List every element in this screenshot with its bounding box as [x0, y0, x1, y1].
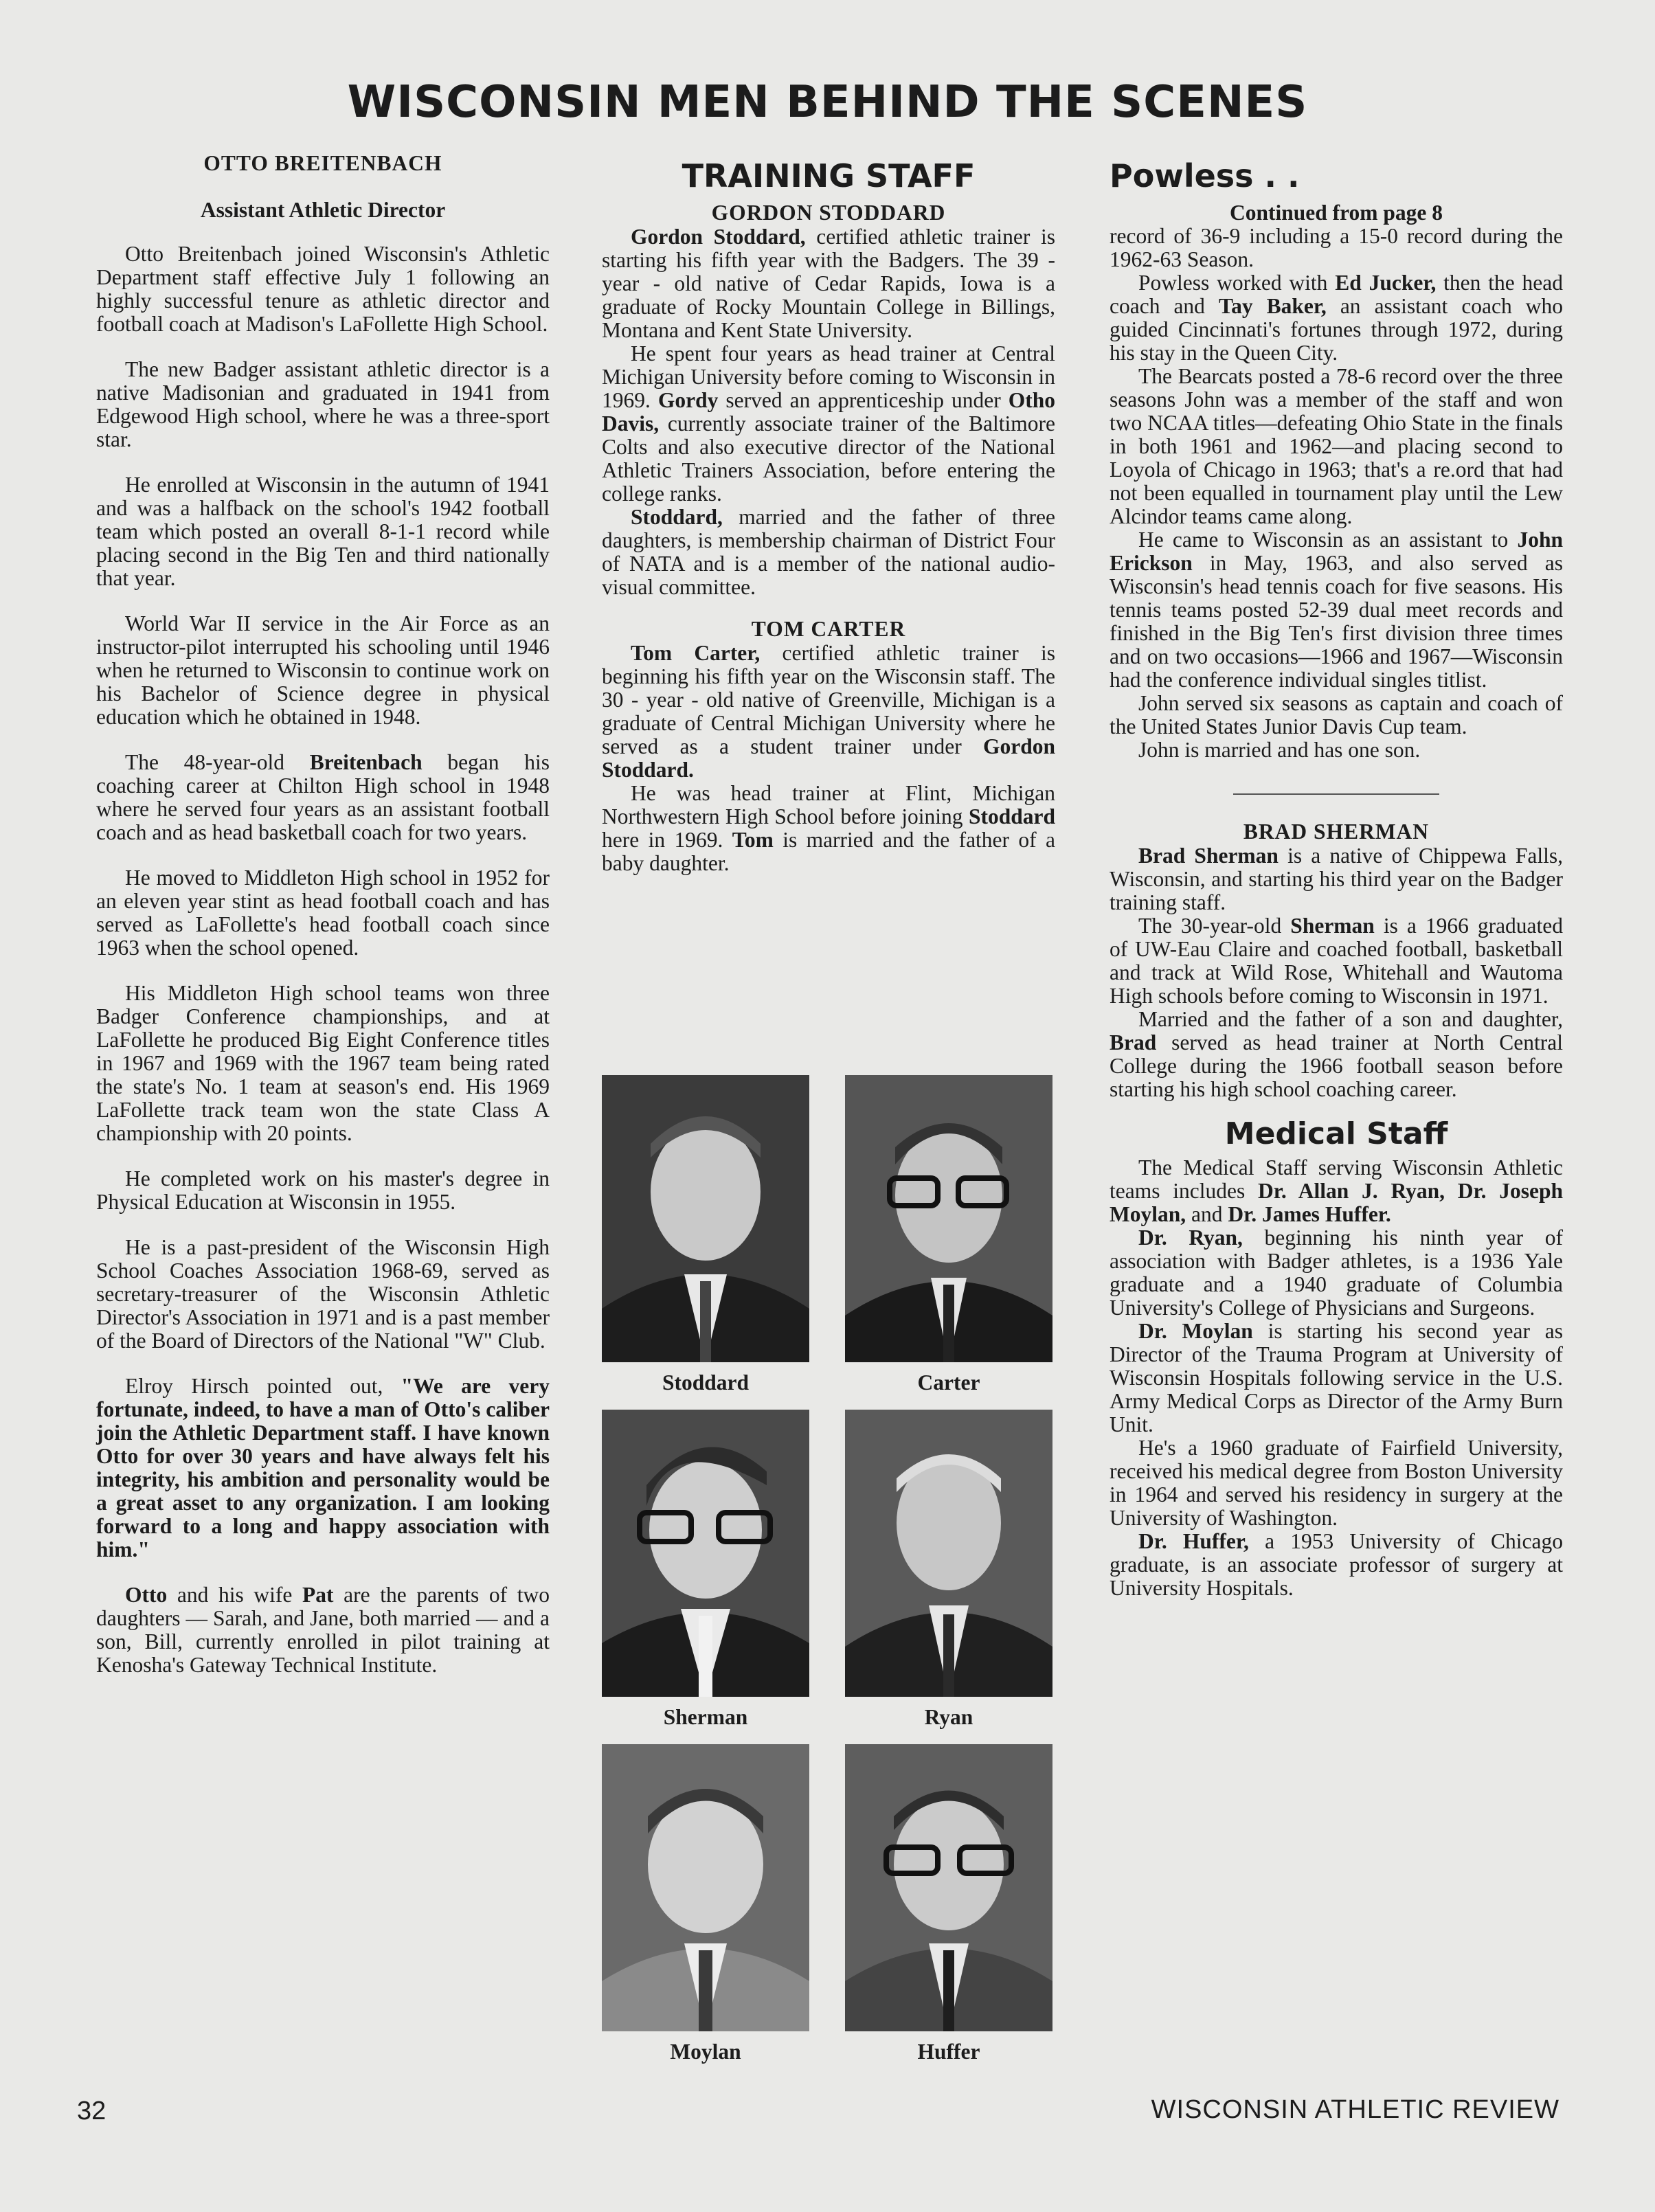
- photo-moylan: [602, 1744, 809, 2064]
- paragraph: The Bearcats posted a 78-6 record over the three seasons John was a member of the staff and won two NCAA titles—defeating Ohio State in the finals in both 1961 and 1962—and placing second to Loyola of Chicago in 1963; that's a re.ord that had not been equalled in tournament play until the Lew Alcindor teams came along.: [1110, 364, 1563, 528]
- paragraph: The Medical Staff serving Wisconsin Athletic teams includes Dr. Allan J. Ryan, Dr. Joseph Moylan, and Dr. James Huffer.: [1110, 1155, 1564, 1226]
- caption-stoddard: Stoddard: [662, 1370, 750, 1395]
- breitenbach-name: OTTO BREITENBACH: [203, 151, 442, 175]
- paragraph: He was head trainer at Flint, Michigan Northwestern High School before joining Stoddard here in 1969. Tom is married and the father of a baby daughter.: [602, 781, 1056, 875]
- continued-note: Continued from page 8: [1229, 201, 1443, 225]
- paragraph: Powless worked with Ed Jucker, then the head coach and Tay Baker, an assistant coach who guided Cincinnati's fortunes through 1972, during his stay in the Queen City.: [1110, 271, 1564, 365]
- paragraph: Dr. Moylan is starting his second year as Director of the Trauma Program at University of Wisconsin Hospitals following service in the U.S. Army Medical Corps as Director of the Army Burn Unit.: [1110, 1319, 1564, 1436]
- paragraph: Otto Breitenbach joined Wisconsin's Athletic Department staff effective July 1 following an highly successful tenure as athletic director and football coach at Madison's LaFollette High School.: [96, 242, 550, 336]
- caption-moylan: Moylan: [670, 2040, 741, 2064]
- paragraph: He is a past-president of the Wisconsin High School Coaches Association 1968-69, served as secretary-treasurer of the Wisconsin Athletic Director's Association in 1971 and is a past member of the Board of Directors of the National "W" Club.: [96, 1235, 550, 1353]
- page-number: 32: [77, 2097, 106, 2125]
- training-staff-column: [602, 157, 1055, 875]
- sherman-heading: BRAD SHERMAN: [1243, 820, 1430, 844]
- carter-heading: TOM CARTER: [751, 617, 906, 641]
- caption-ryan: Ryan: [924, 1705, 973, 1729]
- paragraph: World War II service in the Air Force as an instructor-pilot interrupted his schooling until 1946 when he returned to Wisconsin to continue work on his Bachelor of Science degree in physical education which he obtained in 1948.: [96, 611, 550, 729]
- caption-huffer: Huffer: [917, 2040, 980, 2064]
- photo-huffer: [845, 1744, 1052, 2064]
- medical-staff-heading: Medical Staff: [1224, 1116, 1448, 1151]
- paragraph: The new Badger assistant athletic director is a native Madisonian and graduated in 1941 from Edgewood High school, where he was a three-sport star.: [96, 357, 550, 451]
- paragraph: Gordon Stoddard, certified athletic trainer is starting his fifth year with the Badgers. The 39 - year - old native of Cedar Rapids, Iowa is a graduate of Rocky Mountain College in Billings, Montana and Kent State University.: [602, 225, 1055, 342]
- photo-stoddard: [602, 1075, 809, 1395]
- paragraph: record of 36-9 including a 15-0 record during the 1962-63 Season.: [1110, 224, 1563, 271]
- portrait-stoddard: [602, 1075, 809, 1362]
- caption-carter: Carter: [917, 1370, 980, 1395]
- training-staff-heading: TRAINING STAFF: [682, 157, 976, 194]
- paragraph: He enrolled at Wisconsin in the autumn of 1941 and was a halfback on the school's 1942 football team which posted an overall 8-1-1 record while placing second in the Big Ten and third nationally that year.: [96, 473, 550, 590]
- paragraph: The 48-year-old Breitenbach began his coaching career at Chilton High school in 1948 where he served four years as an assistant football coach and as head basketball coach for two years.: [96, 750, 550, 844]
- paragraph: Tom Carter, certified athletic trainer is beginning his fifth year on the Wisconsin staff. The 30 - year - old native of Greenville, Michigan is a graduate of Central Michigan University where he served as a student trainer under Gordon Stoddard.: [602, 641, 1056, 782]
- paragraph: Brad Sherman is a native of Chippewa Falls, Wisconsin, and starting his third year on the Badger training staff.: [1110, 844, 1563, 914]
- staff-photos: [602, 1075, 1055, 2071]
- paragraph: Otto and his wife Pat are the parents of two daughters — Sarah, and Jane, both married — and a son, Bill, currently enrolled in pilot training at Kenosha's Gateway Technical Institute.: [96, 1583, 550, 1677]
- portrait-moylan: [602, 1744, 809, 2031]
- powless-column: [1110, 157, 1563, 1600]
- portrait-ryan: [845, 1410, 1052, 1697]
- stoddard-heading: GORDON STODDARD: [711, 201, 946, 225]
- paragraph: Dr. Huffer, a 1953 University of Chicago graduate, is an associate professor of surgery at University Hospitals.: [1110, 1529, 1564, 1600]
- paragraph: He spent four years as head trainer at Central Michigan University before coming to Wisconsin in 1969. Gordy served an apprenticeship under Otho Davis, currently associate trainer of the Baltimore Colts and also executive director of the National Athletic Trainers Association, before entering the college ranks.: [602, 341, 1055, 506]
- paragraph: Stoddard, married and the father of three daughters, is membership chairman of District Four of NATA and is a member of the national audio-visual committee.: [602, 505, 1056, 599]
- breitenbach-column: [96, 151, 550, 1699]
- photo-carter: [845, 1075, 1052, 1395]
- section-divider: [1233, 793, 1439, 795]
- breitenbach-role: Assistant Athletic Director: [200, 198, 446, 222]
- paragraph: Married and the father of a son and daughter, Brad served as head trainer at North Central College during the 1966 football season before starting his high school coaching career.: [1110, 1007, 1563, 1101]
- caption-sherman: Sherman: [663, 1705, 748, 1729]
- photo-sherman: [602, 1410, 809, 1730]
- paragraph: He moved to Middleton High school in 1952 for an eleven year stint as head football coach and has served as LaFollette's head football coach since 1963 when the school opened.: [96, 866, 550, 960]
- paragraph: His Middleton High school teams won three Badger Conference championships, and at LaFollette he produced Big Eight Conference titles in 1967 and 1969 with the 1967 team being rated the state's No. 1 team at season's end. His 1969 LaFollette track team won the state Class A championship with 20 points.: [96, 981, 550, 1145]
- portrait-sherman: [602, 1410, 809, 1697]
- photo-ryan: [845, 1410, 1052, 1730]
- magazine-name: WISCONSIN ATHLETIC REVIEW: [1151, 2095, 1560, 2124]
- paragraph: John served six seasons as captain and coach of the United States Junior Davis Cup team.: [1110, 691, 1563, 738]
- powless-heading: Powless . .: [1110, 157, 1300, 194]
- paragraph: The 30-year-old Sherman is a 1966 graduated of UW-Eau Claire and coached football, basketball and track at Wild Rose, Whitehall and Wautoma High schools before coming to Wisconsin in 1971.: [1110, 914, 1564, 1008]
- page-title: WISCONSIN MEN BEHIND THE SCENES: [347, 77, 1308, 128]
- hirsch-quote: Elroy Hirsch pointed out, "We are very fortunate, indeed, to have a man of Otto's caliber join the Athletic Department staff. I have known Otto for over 30 years and have always felt his integrity, his ambition and personality would be a great asset to any organization. I am looking forward to a long and happy association with him.": [96, 1374, 550, 1561]
- portrait-huffer: [845, 1744, 1052, 2031]
- portrait-carter: [845, 1075, 1052, 1362]
- paragraph: John is married and has one son.: [1138, 738, 1421, 762]
- paragraph: He came to Wisconsin as an assistant to John Erickson in May, 1963, and also served as Wisconsin's head tennis coach for five seasons. His tennis teams posted 52-39 dual meet records and finished in the Big Ten's first division three times and on two occasions—1966 and 1967—Wisconsin had the conference individual singles titlist.: [1110, 528, 1564, 692]
- paragraph: He's a 1960 graduate of Fairfield University, received his medical degree from Boston University in 1964 and served his residency in surgery at the University of Washington.: [1110, 1436, 1563, 1530]
- paragraph: He completed work on his master's degree in Physical Education at Wisconsin in 1955.: [96, 1166, 550, 1214]
- paragraph: Dr. Ryan, beginning his ninth year of association with Badger athletes, is a 1936 Yale graduate and a 1940 graduate of Columbia University's College of Physicians and Surgeons.: [1110, 1226, 1564, 1320]
